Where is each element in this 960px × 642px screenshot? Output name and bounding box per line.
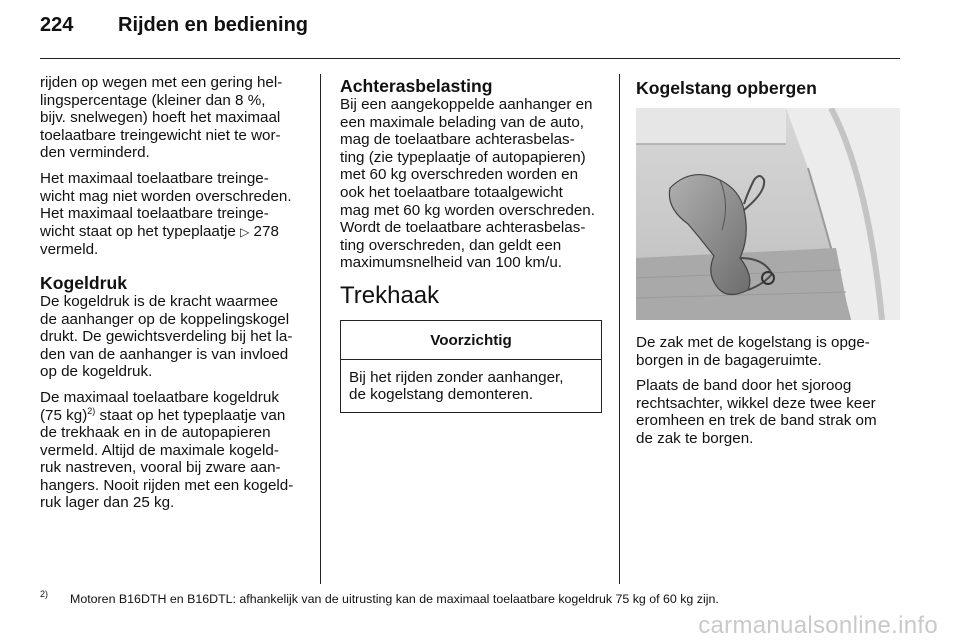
- text-line: de zak te borgen.: [636, 429, 754, 447]
- paragraph-kogeldruk-1: [40, 293, 308, 381]
- text-fragment: staat op het typeplaatje van: [95, 406, 286, 424]
- text-line: bijv. snelwegen) hoeft het maximaal: [40, 109, 281, 127]
- text-line-with-footnote: [40, 407, 308, 425]
- paragraph-treingewicht-1: [40, 74, 308, 162]
- text-line: mag met 60 kg worden overschreden.: [340, 201, 595, 219]
- heading-achterasbelasting: Achterasbelasting: [340, 76, 493, 96]
- text-line: een maximale belading van de auto,: [340, 113, 585, 131]
- text-line: drukt. De gewichtsverdeling bij het la-: [40, 328, 293, 346]
- arrow-right-icon: ▷: [240, 224, 250, 239]
- text-line: wicht mag niet worden overschreden.: [40, 187, 292, 205]
- column-left: [40, 74, 308, 520]
- text-line: toelaatbare treingewicht niet te wor-: [40, 126, 281, 144]
- caution-body: [341, 360, 601, 412]
- text-line: maximumsnelheid van 100 km/u.: [340, 254, 563, 272]
- footnote: [40, 589, 719, 606]
- text-line: Plaats de band door het sjoroog: [636, 377, 852, 395]
- text-line-with-ref: [40, 223, 308, 242]
- text-line: hangers. Nooit rijden met een kogeld-: [40, 476, 294, 494]
- heading-kogeldruk: Kogeldruk: [40, 272, 127, 293]
- paragraph-zak-opgeborgen: [636, 334, 904, 369]
- text-line: Bij het rijden zonder aanhanger,: [349, 368, 564, 386]
- text-line: De kogeldruk is de kracht waarmee: [40, 292, 279, 310]
- text-line: ting (zie typeplaatje of autopapieren): [340, 148, 586, 166]
- text-line: borgen in de bagageruimte.: [636, 351, 822, 369]
- text-line: op de kogeldruk.: [40, 363, 153, 381]
- heading-trekhaak: Trekhaak: [340, 281, 440, 309]
- page-number: 224: [40, 14, 74, 36]
- text-line: Bij een aangekoppelde aanhanger en: [340, 96, 593, 113]
- text-line: den verminderd.: [40, 144, 150, 162]
- header-divider: [40, 58, 900, 59]
- paragraph-kogeldruk-2: [40, 389, 308, 512]
- column-middle: [340, 74, 604, 413]
- footnote-number: 2): [40, 589, 49, 599]
- text-fragment: (75 kg): [40, 406, 88, 424]
- text-line: eromheen en trek de band strak om: [636, 412, 877, 430]
- footnote-marker[interactable]: 2): [87, 405, 96, 416]
- text-line: rijden op wegen met een gering hel-: [40, 74, 283, 91]
- text-line: de kogelstang demonteren.: [349, 386, 534, 404]
- column-divider-2: [619, 74, 620, 584]
- text-line: met 60 kg overschreden worden en: [340, 166, 579, 184]
- text-line: Het maximaal toelaatbare treinge-: [40, 169, 269, 187]
- text-line: vermeld. Altijd de maximale kogeld-: [40, 441, 279, 459]
- page-reference-link[interactable]: [240, 223, 279, 240]
- paragraph-achterasbelasting: [340, 96, 604, 272]
- text-line: De maximaal toelaatbare kogeldruk: [40, 388, 279, 406]
- text-line: lingspercentage (kleiner dan 8 %,: [40, 91, 266, 109]
- footnote-text: Motoren B16DTH en B16DTL: afhankelijk van de uitrusting kan de maximaal toelaatbare kogeldruk 75 kg of 60 kg zijn.: [70, 592, 719, 606]
- text-line: Het maximaal toelaatbare treinge-: [40, 205, 269, 223]
- text-line: vermeld.: [40, 241, 99, 259]
- page-title: Rijden en bediening: [118, 14, 309, 36]
- text-line: Wordt de toelaatbare achterasbelas-: [340, 219, 586, 237]
- text-fragment: wicht staat op het typeplaatje: [40, 222, 241, 240]
- column-right: [636, 74, 904, 456]
- watermark-text: carmanualsonline.info: [698, 612, 938, 639]
- text-line: ruk nastreven, vooral bij zware aan-: [40, 459, 281, 477]
- text-line: ting overschreden, dan geldt een: [340, 236, 562, 254]
- text-line: den van de aanhanger is van invloed: [40, 345, 289, 363]
- text-line: rechtsachter, wikkel deze twee keer: [636, 394, 876, 412]
- page-header: [40, 14, 308, 48]
- text-line: de aanhanger op de koppelingskogel: [40, 310, 290, 328]
- kogelstang-bag-illustration: [636, 108, 900, 320]
- paragraph-band-plaatsen: [636, 377, 904, 447]
- caution-box: [340, 320, 602, 413]
- paragraph-treingewicht-2: [40, 170, 308, 259]
- page-reference-number: 278: [249, 222, 279, 240]
- text-line: mag de toelaatbare achterasbelas-: [340, 131, 575, 149]
- text-line: ook het toelaatbare totaalgewicht: [340, 183, 563, 201]
- text-line: De zak met de kogelstang is opge-: [636, 334, 870, 351]
- heading-kogelstang-opbergen: Kogelstang opbergen: [636, 78, 817, 98]
- caution-title: Voorzichtig: [341, 321, 601, 360]
- text-line: ruk lager dan 25 kg.: [40, 494, 175, 512]
- column-divider-1: [320, 74, 321, 584]
- text-line: de trekhaak en in de autopapieren: [40, 424, 271, 442]
